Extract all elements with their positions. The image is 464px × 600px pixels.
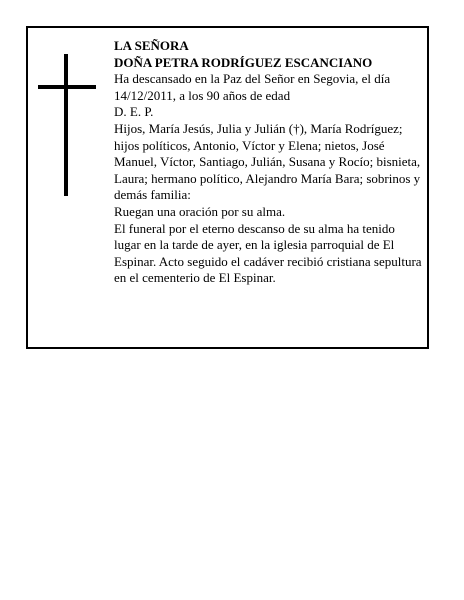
family-list: Hijos, María Jesús, Julia y Julián (†), María Rodríguez; hijos políticos, Antonio, Víctor y Elena; nietos, José Manuel, Víctor, Santiago, Julián, Susana y Rocío; bisnieta, Laura; hermano político, Alejandro María Bara; sobrinos y demás familia: [114, 120, 421, 203]
cross-horizontal-bar [38, 85, 96, 89]
obituary-text-block [114, 38, 424, 287]
prayer-request: Ruegan una oración por su alma. [114, 203, 286, 219]
funeral-details: El funeral por el eterno descanso de su alma ha tenido lugar en la tarde de ayer, en la iglesia parroquial de El Espinar. Acto seguido el cadáver recibió cristiana sepultura en el cementerio de El Espinar. [114, 220, 422, 286]
death-announcement: Ha descansado en la Paz del Señor en Segovia, el día 14/12/2011, a los 90 años de edad [114, 71, 391, 103]
rip-line: D. E. P. [114, 104, 154, 120]
honorific-heading: LA SEÑORA [114, 38, 189, 53]
deceased-name: DOÑA PETRA RODRÍGUEZ ESCANCIANO [114, 54, 373, 70]
cross-vertical-bar [64, 54, 68, 196]
